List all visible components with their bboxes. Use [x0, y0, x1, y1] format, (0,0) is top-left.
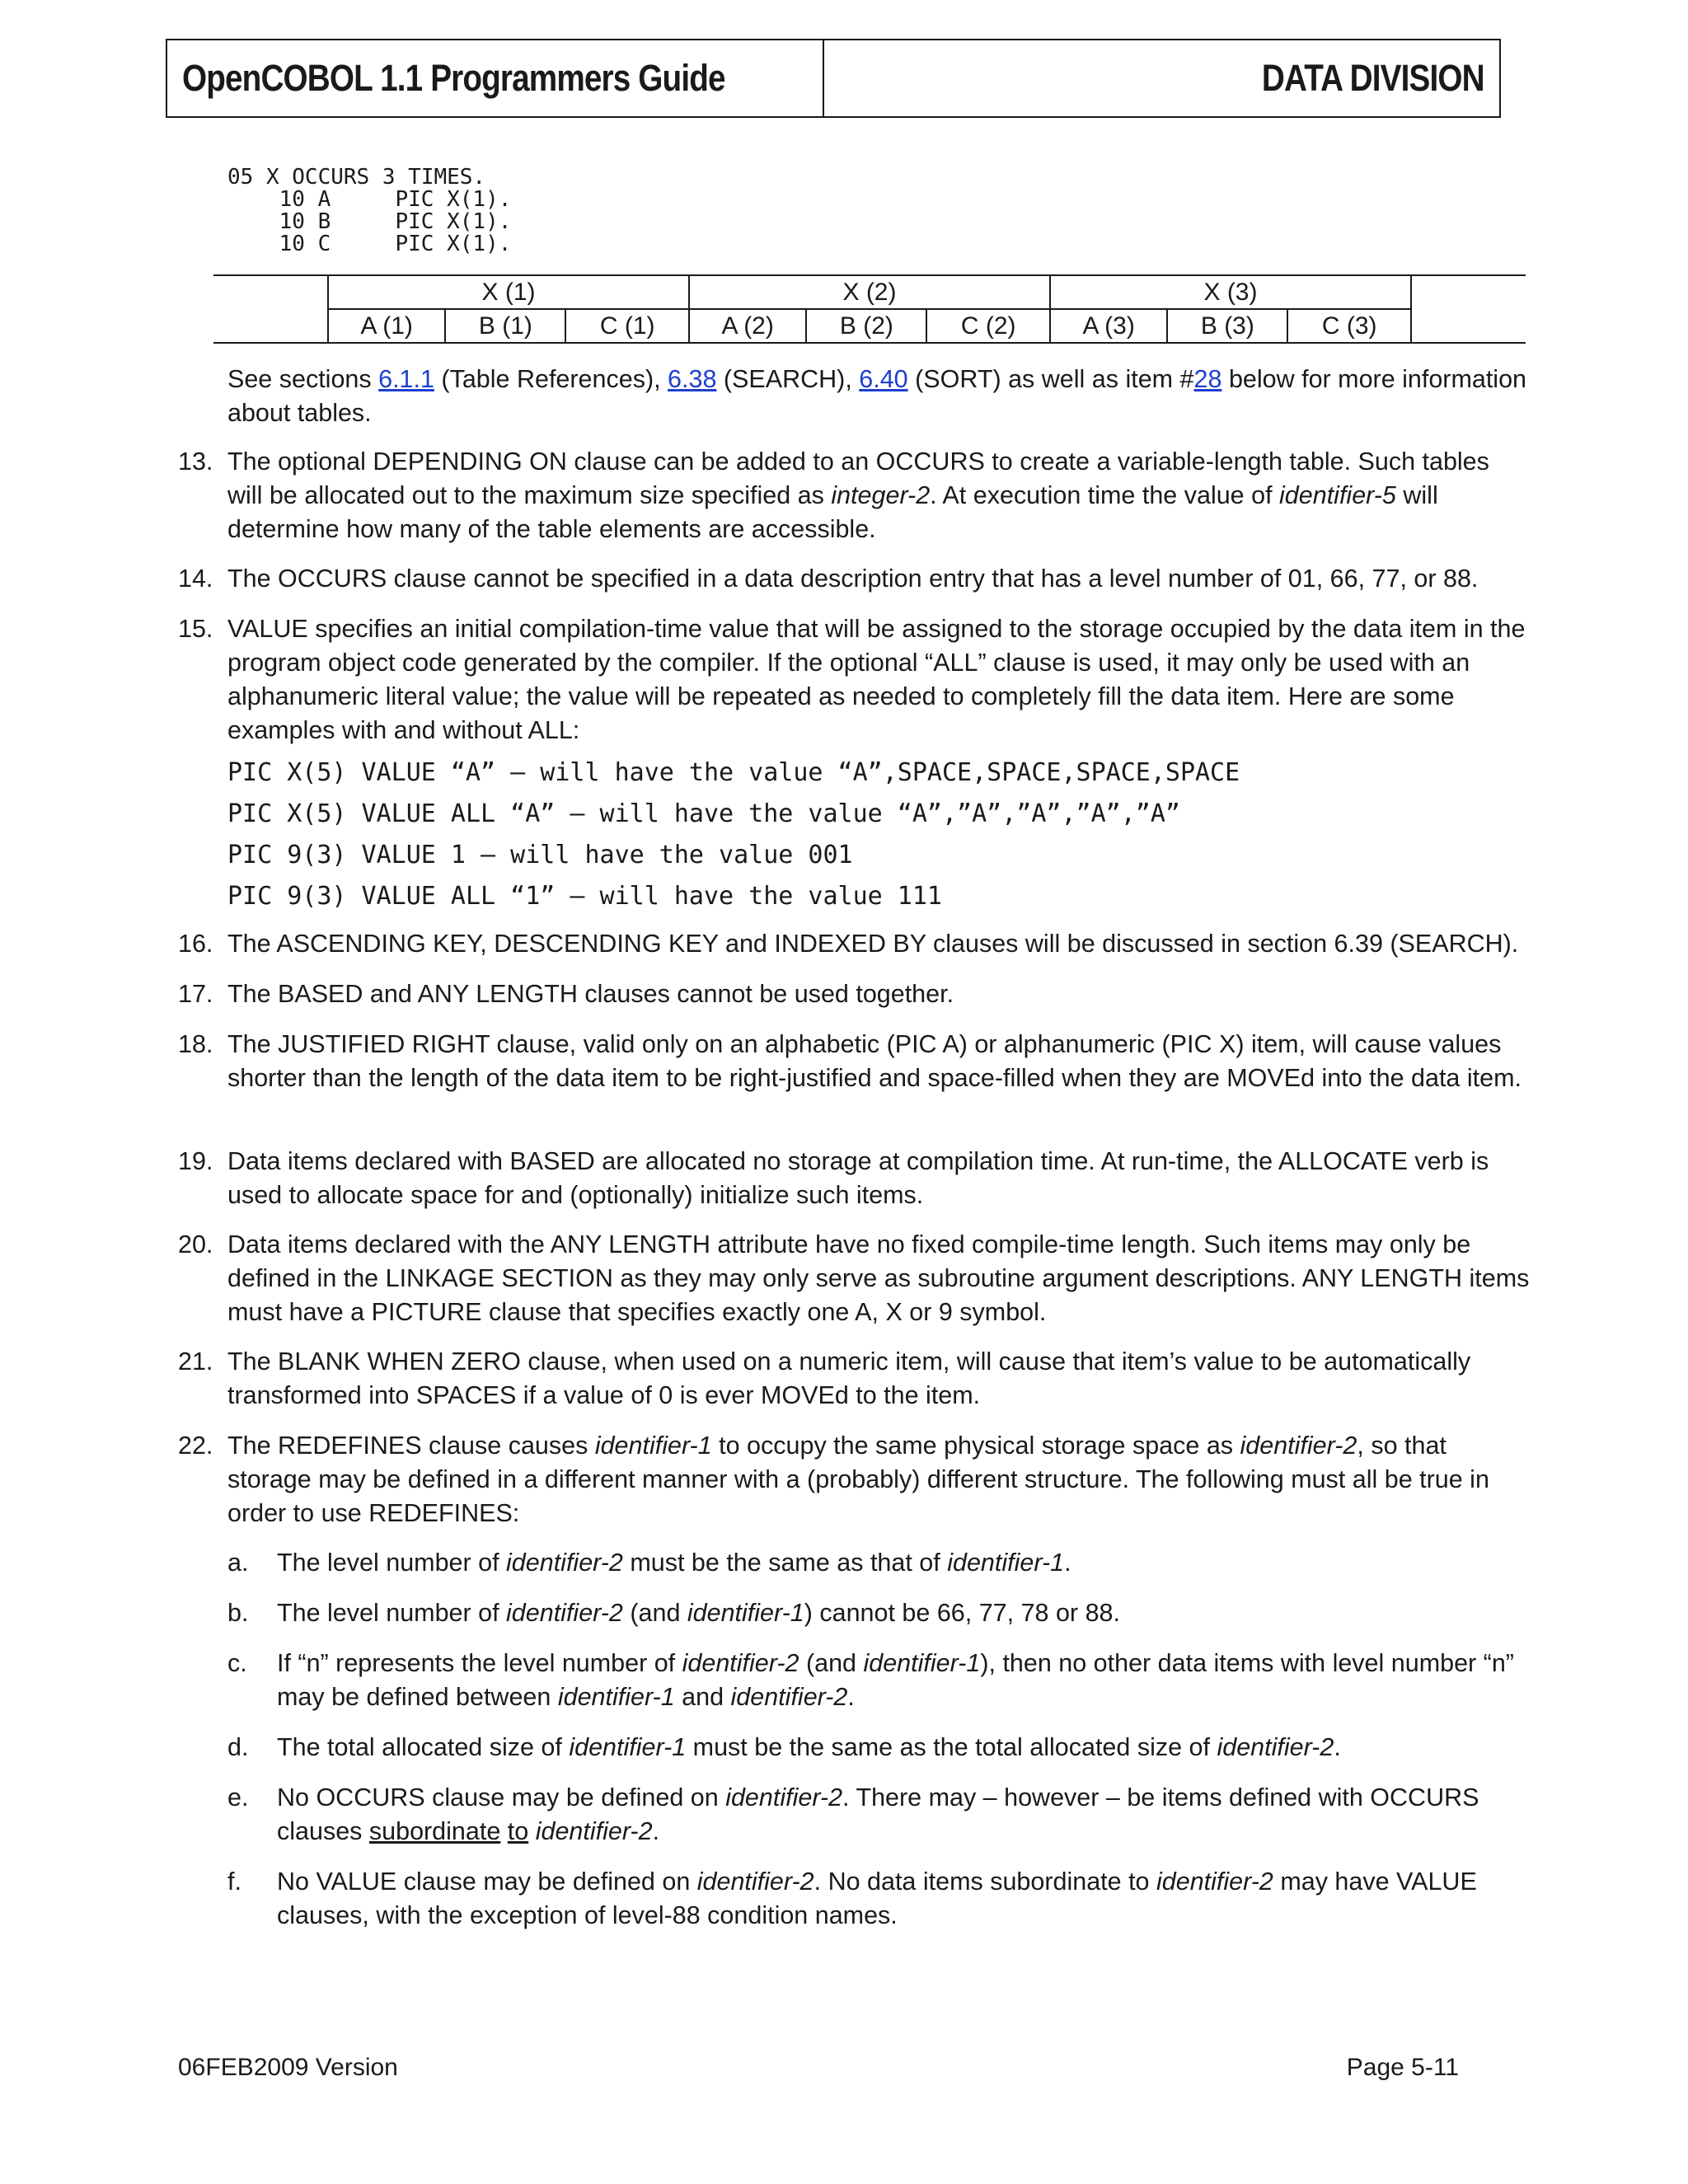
sub-item-letter: d.: [227, 1733, 249, 1761]
sub-item-text: [277, 1731, 1530, 1765]
item-text: The OCCURS clause cannot be specified in a data description entry that has a level number of 01, 66, 77, or 88.: [227, 565, 1479, 593]
text: (SORT) as well as item #: [907, 365, 1194, 393]
emphasis: identifier-2: [725, 1783, 843, 1811]
item-number: 16.: [178, 930, 213, 958]
text: below for more information about tables.: [227, 365, 1527, 427]
text: . No data items subordinate to: [814, 1868, 1156, 1896]
text: . At execution time the value of: [930, 481, 1280, 509]
code-line: 10 B PIC X(1).: [227, 209, 512, 234]
item-number: 21.: [178, 1347, 213, 1376]
item-number: 13.: [178, 448, 213, 476]
item-number: 18.: [178, 1030, 213, 1058]
see-sections-paragraph: [227, 363, 1530, 430]
table-row: [213, 309, 1526, 343]
text: The level number of: [277, 1549, 507, 1577]
value-example: PIC 9(3) VALUE ALL “1” – will have the value 111: [227, 882, 942, 911]
item-text: [227, 1429, 1530, 1530]
table-cell: A (1): [328, 309, 445, 343]
text: will determine how many of the table elements are accessible.: [227, 481, 1438, 543]
emphasis: identifier-2: [1240, 1432, 1357, 1460]
emphasis: identifier-1: [863, 1649, 981, 1677]
item-number: 19.: [178, 1147, 213, 1175]
code-example: [227, 166, 511, 255]
text: must be the same as that of: [622, 1549, 948, 1577]
table-cell: B (3): [1167, 309, 1287, 343]
underlined-text: subordinate: [368, 1817, 501, 1845]
text: to occupy the same physical storage space as: [711, 1432, 1240, 1460]
sub-item-letter: e.: [227, 1783, 249, 1811]
text: .: [1334, 1733, 1341, 1761]
emphasis: identifier-2: [506, 1599, 623, 1627]
section-link[interactable]: 6.1.1: [378, 365, 434, 393]
table-cell: A (2): [689, 309, 806, 343]
table-group-header: X (1): [328, 275, 689, 309]
header-title-cell: [167, 40, 824, 116]
table-group-header: X (2): [689, 275, 1050, 309]
sub-item-text: [277, 1865, 1530, 1933]
text: .: [847, 1683, 855, 1711]
text: ) cannot be 66, 77, 78 or 88.: [804, 1599, 1120, 1627]
emphasis: identifier-2: [696, 1868, 814, 1896]
emphasis: identifier-1: [687, 1599, 804, 1627]
value-example: PIC X(5) VALUE ALL “A” – will have the value “A”,”A”,”A”,”A”,”A”: [227, 799, 1180, 828]
item-number: 15.: [178, 615, 213, 643]
text: No OCCURS clause may be defined on: [277, 1783, 726, 1811]
underlined-text: to: [507, 1817, 529, 1845]
text: may have VALUE clauses, with the exception of level-88 condition names.: [277, 1868, 1477, 1929]
section-link[interactable]: 6.40: [859, 365, 908, 393]
emphasis: identifier-1: [569, 1733, 687, 1761]
emphasis: identifier-1: [557, 1683, 675, 1711]
emphasis: integer-2: [831, 481, 931, 509]
emphasis: identifier-5: [1279, 481, 1396, 509]
text: (SEARCH),: [716, 365, 860, 393]
text: .: [1064, 1549, 1071, 1577]
table-cell: B (2): [806, 309, 926, 343]
sub-item-letter: b.: [227, 1599, 249, 1627]
emphasis: identifier-2: [506, 1549, 623, 1577]
table-group-header: X (3): [1050, 275, 1411, 309]
section-link[interactable]: 6.38: [668, 365, 717, 393]
text: See sections: [227, 365, 379, 393]
text: [528, 1817, 535, 1845]
item-number: 17.: [178, 980, 213, 1008]
table-cell: C (3): [1287, 309, 1411, 343]
text: .: [652, 1817, 660, 1845]
table-edge-left: [213, 275, 328, 343]
item-number: 14.: [178, 565, 213, 593]
occurs-table: [213, 274, 1526, 344]
emphasis: identifier-2: [730, 1683, 848, 1711]
text: (and: [799, 1649, 864, 1677]
text: . There may – however – be items defined with OCCURS clauses: [277, 1783, 1479, 1845]
footer-version: 06FEB2009 Version: [178, 2054, 398, 2081]
document-title: OpenCOBOL 1.1 Programmers Guide: [182, 57, 725, 99]
text: [500, 1817, 507, 1845]
value-example: PIC 9(3) VALUE 1 – will have the value 001: [227, 841, 853, 869]
item-number: 20.: [178, 1230, 213, 1258]
emphasis: identifier-1: [947, 1549, 1065, 1577]
text: ), then no other data items with level number “n” may be defined between: [277, 1649, 1514, 1711]
sub-item-text: [277, 1596, 1530, 1630]
text: , so that storage may be defined in a different manner with a (probably) different structure. The following must all be true in order to use REDEFINES:: [227, 1432, 1489, 1527]
section-title: DATA DIVISION: [1262, 57, 1484, 99]
item-text: Data items declared with the ANY LENGTH attribute have no fixed compile-time length. Such items may only be defined in the LINKAGE SECTION as they may only serve as subroutine argument descriptions. ANY LENGTH items must have a PICTURE clause that specifies exactly one A, X or 9 symbol.: [227, 1230, 1530, 1326]
text: (and: [622, 1599, 687, 1627]
table-cell: C (1): [565, 309, 689, 343]
text: must be the same as the total allocated size of: [686, 1733, 1217, 1761]
sub-item-letter: f.: [227, 1868, 241, 1896]
text: (Table References),: [434, 365, 668, 393]
sub-item-letter: c.: [227, 1649, 247, 1677]
item-number: 22.: [178, 1432, 213, 1460]
table-cell: A (3): [1050, 309, 1167, 343]
sub-item-text: [277, 1546, 1530, 1580]
item-text: The ASCENDING KEY, DESCENDING KEY and INDEXED BY clauses will be discussed in section 6.39 (SEARCH).: [227, 930, 1519, 958]
table-cell: C (2): [926, 309, 1050, 343]
footer-page-number: Page 5-11: [1346, 2054, 1459, 2081]
emphasis: identifier-2: [1217, 1733, 1334, 1761]
text: If “n” represents the level number of: [277, 1649, 682, 1677]
sub-item-letter: a.: [227, 1549, 249, 1577]
text: and: [674, 1683, 731, 1711]
item-text: The JUSTIFIED RIGHT clause, valid only on an alphabetic (PIC A) or alphanumeric (PIC X) item, will cause values shorter than the length of the data item to be right-justified and space-filled when they are MOVEd into the data item.: [227, 1030, 1522, 1092]
code-line: 10 C PIC X(1).: [227, 232, 512, 256]
value-example: PIC X(5) VALUE “A” – will have the value “A”,SPACE,SPACE,SPACE,SPACE: [227, 758, 1240, 787]
emphasis: identifier-2: [682, 1649, 799, 1677]
text: The optional DEPENDING ON clause can be added to an OCCURS to create a variable-length table. Such tables will be allocated out to the maximum size specified as: [227, 448, 1489, 509]
item-text: [227, 445, 1530, 546]
emphasis: identifier-1: [594, 1432, 712, 1460]
text: The REDEFINES clause causes: [227, 1432, 595, 1460]
page-header: [166, 39, 1501, 118]
sub-item-text: [277, 1781, 1530, 1849]
table-cell: B (1): [445, 309, 565, 343]
item-link[interactable]: 28: [1193, 365, 1222, 393]
code-line: 05 X OCCURS 3 TIMES.: [227, 165, 486, 190]
item-text: VALUE specifies an initial compilation-time value that will be assigned to the storage occupied by the data item in the program object code generated by the compiler. If the optional “ALL” clause is used, it may only be used with an alphanumeric literal value; the value will be repeated as needed to completely fill the data item. Here are some examples with and without ALL:: [227, 615, 1526, 744]
sub-item-text: [277, 1647, 1530, 1714]
header-section-cell: [824, 40, 1499, 116]
table-row: [213, 275, 1526, 309]
item-text: Data items declared with BASED are allocated no storage at compilation time. At run-time, the ALLOCATE verb is used to allocate space for and (optionally) initialize such items.: [227, 1147, 1489, 1209]
text: The total allocated size of: [277, 1733, 570, 1761]
text: No VALUE clause may be defined on: [277, 1868, 697, 1896]
emphasis: identifier-2: [535, 1817, 653, 1845]
item-text: The BASED and ANY LENGTH clauses cannot be used together.: [227, 980, 954, 1008]
item-text: The BLANK WHEN ZERO clause, when used on a numeric item, will cause that item’s value to be automatically transformed into SPACES if a value of 0 is ever MOVEd to the item.: [227, 1347, 1471, 1409]
table-edge-right: [1411, 275, 1526, 343]
text: The level number of: [277, 1599, 507, 1627]
emphasis: identifier-2: [1156, 1868, 1273, 1896]
code-line: 10 A PIC X(1).: [227, 187, 512, 212]
